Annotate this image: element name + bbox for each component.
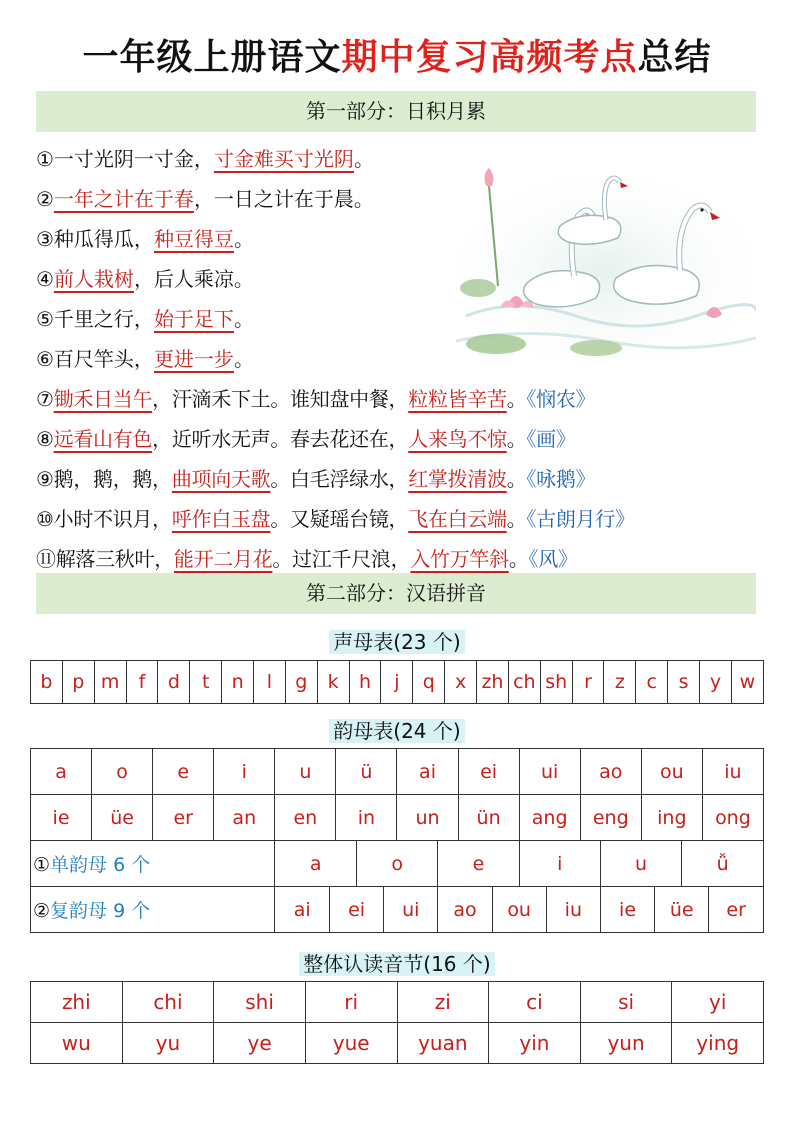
whole-syllables-table <box>30 981 764 1064</box>
final-cell: ui <box>384 887 438 932</box>
proverb-key-phrase: 寸金难买寸光阴 <box>213 147 354 171</box>
syllable-cell: yi <box>672 982 764 1023</box>
final-cell: ou <box>641 749 702 795</box>
group-number: ① <box>33 854 51 876</box>
final-cell: üe <box>655 887 709 932</box>
final-cell: ei <box>458 749 519 795</box>
poem-title: 《风》 <box>528 547 578 571</box>
initial-cell: w <box>731 661 763 704</box>
group-label-text: 复韵母 9 个 <box>50 900 151 922</box>
proverb-line <box>36 459 756 499</box>
finals-group-row <box>31 887 764 933</box>
final-cell: ǚ <box>682 841 763 886</box>
proverb-text: ⑦ <box>36 387 54 411</box>
finals-group-grid <box>275 887 763 932</box>
initial-cell: z <box>604 661 636 704</box>
proverb-text: ，后人乘凉。 <box>133 267 254 291</box>
final-cell: ing <box>641 795 702 841</box>
syllable-cell: ye <box>214 1023 306 1064</box>
finals-group-items <box>275 841 764 887</box>
group-label-text: 单韵母 6 个 <box>50 854 151 876</box>
final-cell: an <box>214 795 275 841</box>
finals-caption-text: 韵母表(24 个) <box>329 719 464 743</box>
proverb-text: ⑤千里之行， <box>36 307 154 331</box>
final-cell: ao <box>580 749 641 795</box>
final-cell: e <box>438 841 519 886</box>
poem-title: 《悯农》 <box>526 387 596 411</box>
initials-row <box>31 661 764 704</box>
initial-cell: d <box>158 661 190 704</box>
syllable-cell: wu <box>31 1023 123 1064</box>
finals-group-row <box>31 841 764 887</box>
initial-cell: sh <box>540 661 572 704</box>
proverb-text: 。 <box>506 427 527 451</box>
initial-cell: m <box>94 661 126 704</box>
proverb-key-phrase: 一年之计在于春 <box>53 187 194 211</box>
final-cell: üe <box>92 795 153 841</box>
proverb-key-phrase: 种豆得豆 <box>153 227 234 251</box>
proverb-text: ⑨鹅，鹅，鹅， <box>36 467 172 491</box>
proverb-text: ⑥百尺竿头， <box>36 347 154 371</box>
syllable-cell: ying <box>672 1023 764 1064</box>
final-cell: ie <box>600 887 654 932</box>
proverb-text: 。过江千尺浪， <box>272 547 411 571</box>
proverb-key-phrase: 能开二月花 <box>173 547 273 571</box>
proverb-text: ③种瓜得瓜， <box>36 227 154 251</box>
proverb-line <box>36 499 756 539</box>
final-cell: i <box>519 841 600 886</box>
initials-caption <box>0 628 794 656</box>
swans-illustration <box>456 166 756 358</box>
initial-cell: k <box>317 661 349 704</box>
final-cell: eng <box>580 795 641 841</box>
final-cell: o <box>357 841 438 886</box>
proverb-text: 。 <box>508 547 529 571</box>
proverb-text: 。白毛浮绿水， <box>270 467 409 491</box>
whole-syllables-caption <box>0 950 794 978</box>
whole-syllables-caption-text: 整体认读音节(16 个) <box>299 952 494 976</box>
syllable-row <box>31 1023 764 1064</box>
proverb-text: 。 <box>353 147 374 171</box>
proverb-key-phrase: 入竹万竿斜 <box>410 547 509 571</box>
proverb-text: 。 <box>233 347 254 371</box>
poem-title: 《咏鹅》 <box>526 467 596 491</box>
proverb-key-phrase: 始于足下 <box>153 307 234 331</box>
final-cell: er <box>709 887 763 932</box>
section-header-pinyin: 第二部分：汉语拼音 <box>36 573 756 614</box>
syllable-cell: yue <box>305 1023 397 1064</box>
final-cell: a <box>31 749 92 795</box>
syllable-cell: ri <box>305 982 397 1023</box>
proverb-line <box>36 419 756 459</box>
initial-cell: s <box>668 661 700 704</box>
initial-cell: g <box>285 661 317 704</box>
final-cell: in <box>336 795 397 841</box>
final-cell: ong <box>702 795 763 841</box>
initial-cell: q <box>413 661 445 704</box>
initial-cell: r <box>572 661 604 704</box>
finals-row <box>31 749 764 795</box>
syllable-cell: yun <box>580 1023 672 1064</box>
final-cell: ui <box>519 749 580 795</box>
proverb-text: 。 <box>233 307 254 331</box>
final-cell: u <box>275 749 336 795</box>
final-cell: o <box>92 749 153 795</box>
initial-cell: c <box>636 661 668 704</box>
proverb-text: ⑧ <box>36 427 54 451</box>
proverb-text: 。 <box>233 227 254 251</box>
final-cell: ou <box>492 887 546 932</box>
initial-cell: l <box>254 661 286 704</box>
finals-group-label <box>31 841 275 887</box>
proverb-text: ② <box>36 187 54 211</box>
final-cell: ün <box>458 795 519 841</box>
final-cell: ü <box>336 749 397 795</box>
proverb-text: 。 <box>506 387 527 411</box>
finals-group-grid <box>275 841 763 886</box>
proverb-key-phrase: 更进一步 <box>153 347 234 371</box>
finals-group-label <box>31 887 275 933</box>
initial-cell: f <box>126 661 158 704</box>
finals-row <box>31 795 764 841</box>
final-cell: un <box>397 795 458 841</box>
proverb-text: ，汗滴禾下土。谁知盘中餐， <box>152 387 409 411</box>
initial-cell: zh <box>477 661 509 704</box>
initial-cell: h <box>349 661 381 704</box>
final-cell: u <box>600 841 681 886</box>
proverb-text: 。 <box>506 467 527 491</box>
finals-table <box>30 748 764 933</box>
final-cell: e <box>153 749 214 795</box>
initial-cell: n <box>222 661 254 704</box>
proverb-text: ，一日之计在于晨。 <box>193 187 374 211</box>
title-part3: 总结 <box>637 37 712 78</box>
proverb-key-phrase: 曲项向天歌 <box>171 467 271 491</box>
final-cell: en <box>275 795 336 841</box>
proverb-key-phrase: 粒粒皆辛苦 <box>408 387 507 411</box>
proverb-text: ，近听水无声。春去花还在， <box>152 427 409 451</box>
initial-cell: y <box>700 661 732 704</box>
title-part1: 一年级上册语文 <box>82 37 342 78</box>
proverb-key-phrase: 人来鸟不惊 <box>408 427 507 451</box>
proverb-key-phrase: 飞在白云端 <box>408 507 507 531</box>
page-title <box>0 37 794 78</box>
finals-group-items <box>275 887 764 933</box>
final-cell: i <box>214 749 275 795</box>
syllable-row <box>31 982 764 1023</box>
proverb-key-phrase: 锄禾日当午 <box>53 387 153 411</box>
initials-caption-text: 声母表(23 个) <box>329 630 464 654</box>
final-cell: a <box>309 852 322 875</box>
proverb-key-phrase: 远看山有色 <box>53 427 153 451</box>
initials-table <box>30 660 764 704</box>
title-highlight: 期中复习高频考点 <box>341 37 638 78</box>
final-cell: er <box>153 795 214 841</box>
syllable-cell: ci <box>489 982 581 1023</box>
final-cell: iu <box>546 887 600 932</box>
syllable-cell: zhi <box>31 982 123 1023</box>
syllable-cell: yin <box>489 1023 581 1064</box>
initial-cell: ch <box>508 661 540 704</box>
final-cell: ie <box>31 795 92 841</box>
proverb-text: 。又疑瑶台镜， <box>270 507 409 531</box>
initial-cell: b <box>31 661 63 704</box>
final-cell: ang <box>519 795 580 841</box>
poem-title: 《画》 <box>526 427 576 451</box>
proverb-text: ⑩小时不识月， <box>36 507 172 531</box>
syllable-cell: yuan <box>397 1023 489 1064</box>
initial-cell: t <box>190 661 222 704</box>
final-cell: ao <box>438 887 492 932</box>
syllable-cell: shi <box>214 982 306 1023</box>
proverb-key-phrase: 前人栽树 <box>53 267 134 291</box>
group-number: ② <box>33 900 51 922</box>
proverb-text: 。 <box>506 507 527 531</box>
proverb-key-phrase: 红掌拨清波 <box>408 467 507 491</box>
syllable-cell: chi <box>122 982 214 1023</box>
syllable-cell: zi <box>397 982 489 1023</box>
finals-caption <box>0 717 794 745</box>
proverb-line <box>36 379 756 419</box>
initial-cell: x <box>445 661 477 704</box>
final-cell: iu <box>702 749 763 795</box>
proverb-text: ①一寸光阴一寸金， <box>36 147 214 171</box>
final-cell: ai <box>293 898 311 921</box>
poem-title: 《古朗月行》 <box>526 507 635 531</box>
proverb-key-phrase: 呼作白玉盘 <box>171 507 271 531</box>
final-cell: ei <box>330 887 384 932</box>
proverb-text: ⑪解落三秋叶， <box>36 547 174 571</box>
initial-cell: j <box>381 661 413 704</box>
syllable-cell: yu <box>122 1023 214 1064</box>
initial-cell: p <box>62 661 94 704</box>
syllable-cell: si <box>580 982 672 1023</box>
section-header-accumulation: 第一部分：日积月累 <box>36 91 756 132</box>
proverb-text: ④ <box>36 267 54 291</box>
final-cell: ai <box>397 749 458 795</box>
